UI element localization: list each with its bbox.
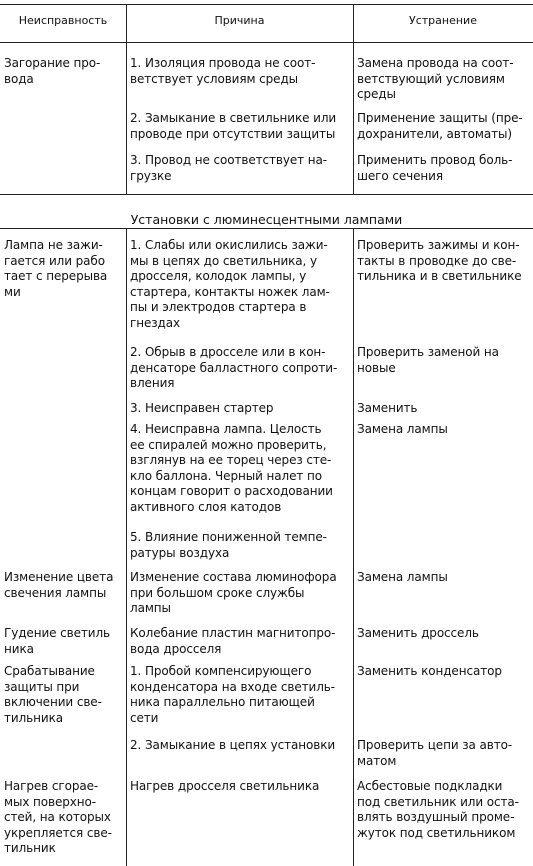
cause-cell: Колебание пластин магнитопро- вода дросселя <box>130 626 336 656</box>
cause-cell: 3. Неисправен стартер <box>130 401 274 415</box>
cause-cell: 3. Провод не соответствует на- грузке <box>130 153 328 183</box>
remedy-cell: Замена лампы <box>357 422 448 436</box>
cause-cell: 5. Влияние пониженной темпе- ратуры воздуха <box>130 530 327 560</box>
section-top-rule <box>0 194 533 195</box>
fault-cell: Гудение светиль ника <box>4 626 111 656</box>
remedy-cell: Асбестовые подкладки под светильник или оста- влять воздушный проме- жуток под светильником <box>357 779 519 840</box>
fault-cell: Лампа не зажи- гается или рабо тает с перерыва ми <box>4 238 108 299</box>
remedy-cell: Замена лампы <box>357 570 448 584</box>
cause-cell: 4. Неисправна лампа. Целость ее спиралей можно проверить, взглянув на ее торец через сте- кло баллона. Черный налет по концам говорит о расходовании активного слоя катодов <box>130 422 333 514</box>
cause-cell: 2. Обрыв в дросселе или в кон- денсаторе балластного сопроти- вления <box>130 345 338 390</box>
header-cause: Причина <box>214 14 265 27</box>
remedy-cell: Замена провода на соот- ветствующий условиям среды <box>357 56 514 101</box>
column-divider-2 <box>353 228 354 866</box>
cause-cell: Нагрев дросселя светильника <box>130 779 320 793</box>
table-top-rule <box>0 4 533 5</box>
section-title: Установки с люминесцентными лампами <box>130 212 403 227</box>
cause-cell: 2. Замыкание в светильнике или проводе при отсутствии защиты <box>130 111 337 141</box>
fault-cell: Загорание про- вода <box>4 56 101 86</box>
remedy-cell: Применить провод боль- шего сечения <box>357 153 513 183</box>
section-bottom-rule <box>0 228 533 229</box>
remedy-cell: Проверить заменой на новые <box>357 345 499 375</box>
remedy-cell: Заменить конденсатор <box>357 664 502 678</box>
cause-cell: 1. Пробой компенсирующего конденсатора на входе светиль- ника параллельно питающей сети <box>130 664 335 725</box>
cause-cell: 2. Замыкание в цепях установки <box>130 738 336 752</box>
remedy-cell: Применение защиты (пре- дохранители, автоматы) <box>357 111 523 141</box>
cause-cell: 1. Изоляция провода не соот- ветствует условиям среды <box>130 56 316 86</box>
column-divider-1 <box>126 4 127 194</box>
column-divider-1 <box>126 228 127 866</box>
remedy-cell: Проверить цепи за авто- матом <box>357 738 513 768</box>
cause-cell: Изменение состава люминофора при большом сроке службы лампы <box>130 570 337 615</box>
cause-cell: 1. Слабы или окислились зажи- мы в цепях до светильника, у дросселя, колодок лампы, у стартера, контакты ножек лам- пы и электродов стартера в гнездах <box>130 238 330 330</box>
header-bottom-rule <box>0 42 533 43</box>
remedy-cell: Проверить зажимы и кон- такты в проводке до све- тильника и в светильнике <box>357 238 522 283</box>
column-divider-2 <box>353 4 354 194</box>
fault-cell: Нагрев сгорае- мых поверхно- стей, на которых укрепляется све- тильник <box>4 779 112 855</box>
fault-cell: Срабатывание защиты при включении све- тильника <box>4 664 102 725</box>
remedy-cell: Заменить <box>357 401 418 415</box>
remedy-cell: Заменить дроссель <box>357 626 479 640</box>
fault-cell: Изменение цвета свечения лампы <box>4 570 114 600</box>
header-fault: Неисправность <box>18 14 108 27</box>
header-remedy: Устранение <box>409 14 477 27</box>
